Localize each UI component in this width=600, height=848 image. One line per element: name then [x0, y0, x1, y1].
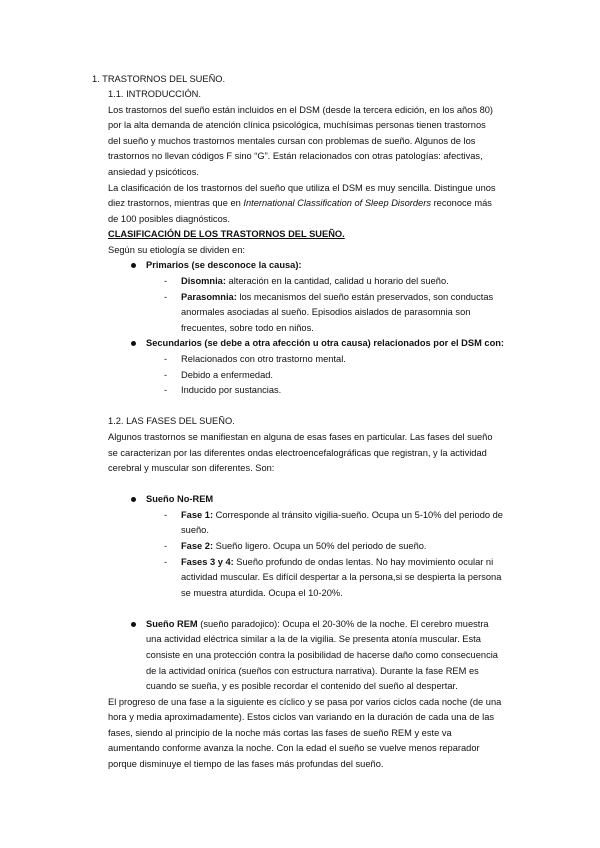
fase2-text: Sueño ligero. Ocupa un 50% del periodo de sueño.: [213, 541, 427, 551]
fase34-text-2: actividad muscular. Es difícil despertar a la persona,si se despierta la persona: [181, 572, 502, 582]
intro-line-1: Los trastornos del sueño están incluidos en el DSM (desde la tercera edición, en los años 80): [108, 105, 494, 115]
parasomnia-item: [181, 290, 493, 306]
fases-intro-3: cerebral y muscular son diferentes. Son:: [108, 463, 275, 473]
dash-disomnia: -: [164, 276, 168, 286]
clasif-title: CLASIFICACIÓN DE LOS TRASTORNOS DEL SUEÑO.: [108, 229, 345, 239]
fase1-label: Fase 1:: [181, 510, 214, 520]
fase1-text-1: Corresponde al tránsito vigilia-sueño. Ocupa un 5-10% del periodo de: [213, 510, 503, 520]
fase34-text-3: se muestra aturdida. Ocupa el 10-20%.: [181, 588, 343, 598]
dash-sec-3: -: [164, 385, 168, 395]
bullet-secundarios: [131, 341, 136, 346]
disomnia-text: alteración en la cantidad, calidad u horario del sueño.: [225, 276, 449, 286]
bullet-primarios: [131, 263, 136, 268]
dash-parasomnia: -: [164, 292, 168, 302]
rem-text-5: cuando se sueña, y es posible recordar el contenido del sueño al despertar.: [146, 681, 458, 691]
fase1-item: [181, 508, 503, 524]
secundarios-label: Secundarios (se debe a otra afección u otra causa) relacionados por el DSM con:: [146, 338, 505, 348]
progreso-line-5: porque disminuye el tiempo de las fases más profundas del sueño.: [108, 759, 384, 769]
progreso-line-4: aumentando conforme avanza la noche. Con la edad el sueño se vuelve menos reparador: [108, 743, 480, 753]
subsection-fases-heading: 1.2. LAS FASES DEL SUEÑO.: [108, 416, 235, 426]
fase2-label: Fase 2:: [181, 541, 214, 551]
dash-fase34: -: [164, 557, 168, 567]
rem-label: Sueño REM: [146, 619, 198, 629]
fase34-item: [181, 555, 493, 571]
sec-item-3: Inducido por sustancias.: [181, 385, 282, 395]
dash-sec-2: -: [164, 370, 168, 380]
progreso-line-3: fases, siendo al principio de la noche más cortas las fases de sueño REM y este va: [108, 728, 452, 738]
section-heading: 1. TRASTORNOS DEL SUEÑO.: [92, 74, 226, 84]
rem-text-3: consiste en una protección contra la posibilidad de hacerse daño como consecuencia: [146, 650, 498, 660]
subsection-intro-heading: 1.1. INTRODUCCIÓN.: [108, 89, 201, 99]
parasomnia-label: Parasomnia:: [181, 292, 237, 302]
sec-item-2: Debido a enfermedad.: [181, 370, 273, 380]
parasomnia-text-2: anormales asociadas al sueño. Episodios aislados de parasomnia son: [181, 307, 471, 317]
rem-text-1: (sueño paradojico): Ocupa el 20-30% de la noche. El cerebro muestra: [197, 619, 489, 629]
parasomnia-text-1: los mecanismos del sueño están preservados, son conductas: [236, 292, 494, 302]
clasif-line-2-start: diez trastornos, mientras que en: [108, 198, 244, 208]
rem-text-2: una actividad eléctrica similar a la de la vigilia. Se presenta atonía muscular. Esta: [146, 634, 481, 644]
clasif-line-2-end: reconoce más: [430, 198, 492, 208]
rem-item: [146, 617, 489, 633]
disomnia-item: [181, 274, 449, 290]
rem-text-4: de la actividad onírica (sueños con estructura narrativa). Durante la fase REM es: [146, 666, 479, 676]
clasif-line-1: La clasificación de los trastornos del sueño que utiliza el DSM es muy sencilla. Distingue unos: [108, 183, 496, 193]
fase34-text-1: Sueño profundo de ondas lentas. No hay movimiento ocular ni: [233, 557, 494, 567]
parasomnia-text-3: frecuentes, sobre todo en niños.: [181, 323, 314, 333]
dash-fase2: -: [164, 541, 168, 551]
intro-line-2: por la alta demanda de atención clínica psicológica, muchísimas personas tienen trastornos: [108, 120, 486, 130]
primarios-label: Primarios (se desconoce la causa):: [146, 260, 302, 270]
fase2-item: [181, 539, 427, 555]
clasif-line-3: de 100 posibles diagnósticos.: [108, 214, 230, 224]
disomnia-label: Disomnia:: [181, 276, 226, 286]
norem-label: Sueño No-REM: [146, 494, 214, 504]
progreso-line-2: hora y media aproximadamente). Estos ciclos van variando en la duración de cada una de las: [108, 712, 495, 722]
icsd-title: International Classification of Sleep Disorders: [243, 198, 431, 208]
fase1-text-2: sueño.: [181, 525, 209, 535]
bullet-rem: [131, 622, 136, 627]
intro-line-4: trastornos no llevan códigos F sino “G”. Están relacionados con otras patologías: afectivas,: [108, 151, 483, 161]
progreso-line-1: El progreso de una fase a la siguiente es cíclico y se pasa por varios ciclos cada noche (de una: [108, 697, 502, 707]
fases-intro-2: se caracterizan por las diferentes ondas electroencefalográficas que registran, y la actividad: [108, 448, 487, 458]
intro-line-3: del sueño y muchos trastornos mentales cursan con problemas de sueño. Algunos de los: [108, 136, 476, 146]
fase34-label: Fases 3 y 4:: [181, 557, 234, 567]
intro-line-5: ansiedad y psicóticos.: [108, 167, 199, 177]
etiologia-line: Según su etiología se dividen en:: [108, 245, 245, 255]
clasif-line-2: [108, 196, 492, 212]
fases-intro-1: Algunos trastornos se manifiestan en alguna de esas fases en particular. Las fases del sueño: [108, 432, 493, 442]
dash-sec-1: -: [164, 354, 168, 364]
bullet-norem: [131, 497, 136, 502]
dash-fase1: -: [164, 510, 168, 520]
sec-item-1: Relacionados con otro trastorno mental.: [181, 354, 346, 364]
